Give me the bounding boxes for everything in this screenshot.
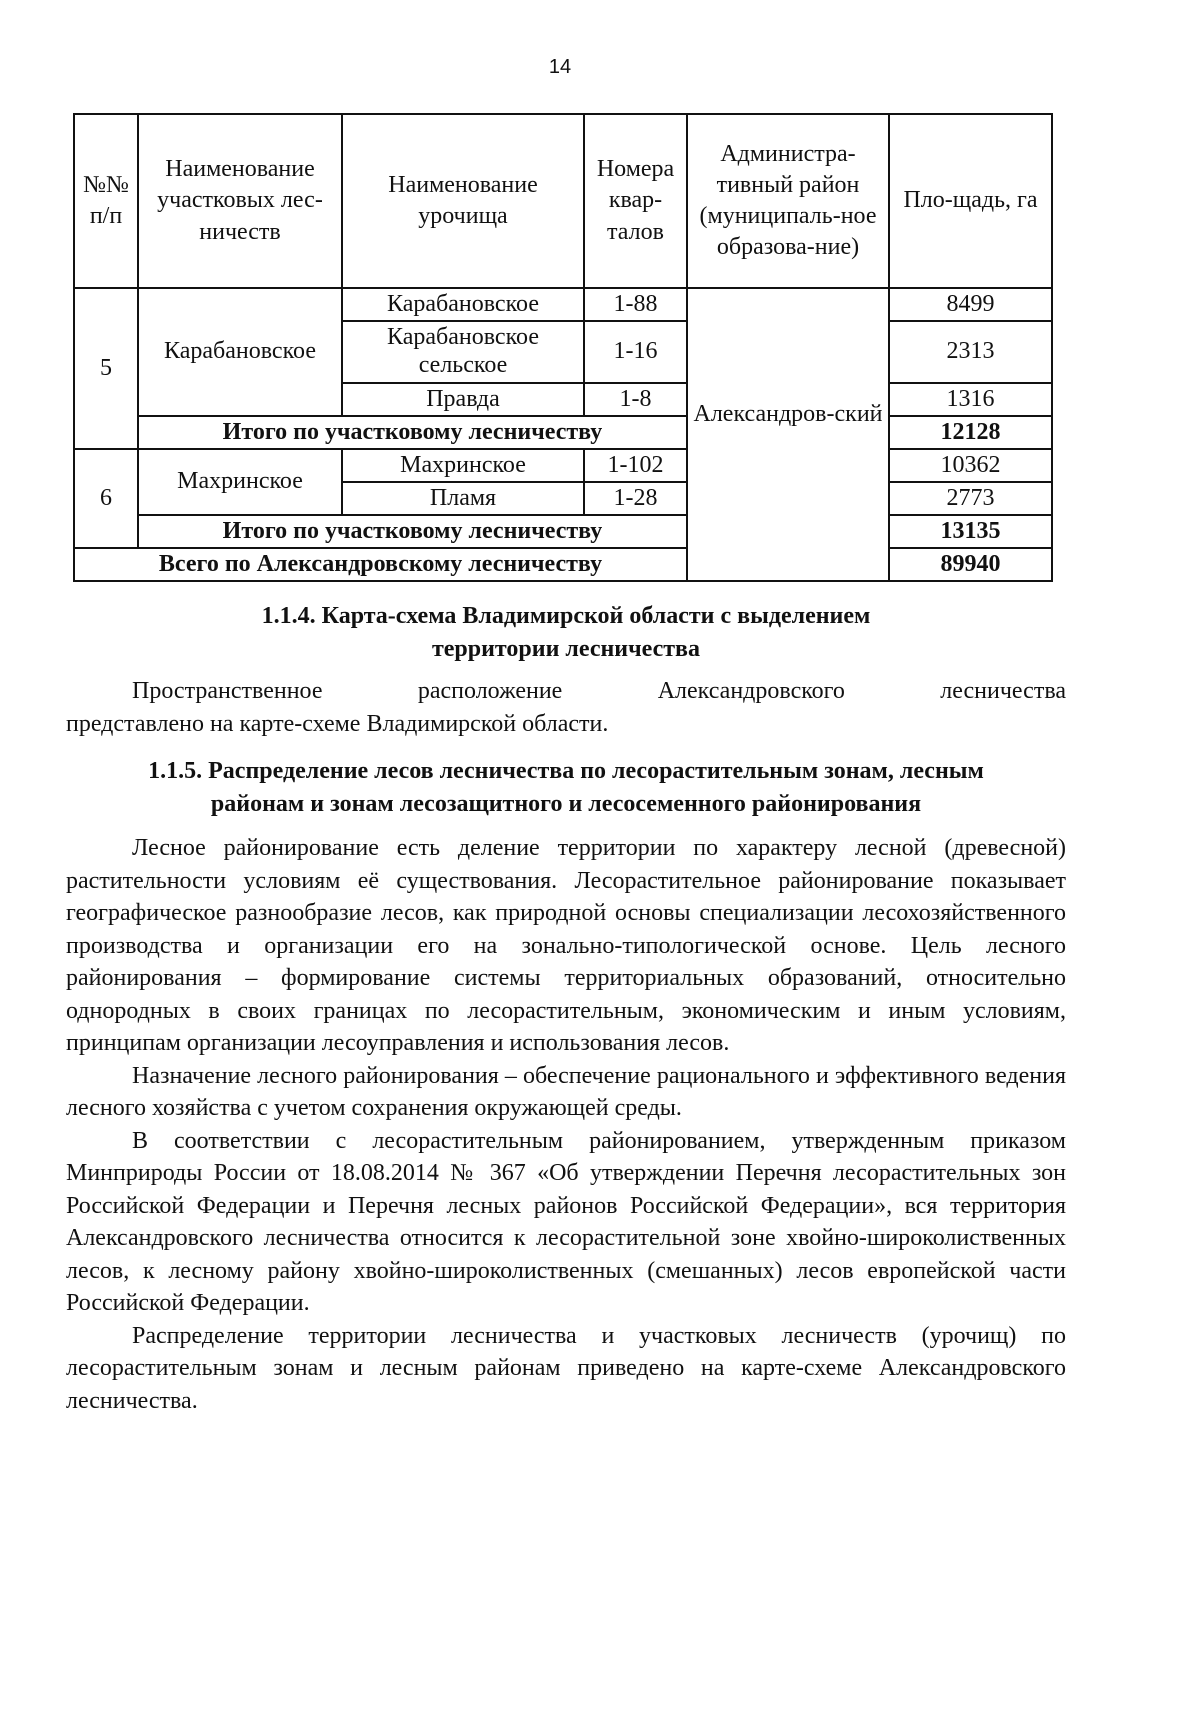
paragraph: Распределение территории лесничества и участковых лесничеств (урочищ) по лесорастительным зонам и лесным районам приведено на карте-схеме Александровского лесничества. <box>66 1322 1066 1414</box>
tract-name: Пламя <box>342 482 584 515</box>
area: 1316 <box>889 383 1052 416</box>
paragraph: В соответствии с лесорастительным районированием, утвержденным приказом Минприроды России от 18.08.2014 № 367 «Об утверждении Перечня лесорастительных зон Российской Федерации и Перечня лесных районов Российской Федерации», вся территория Александровского лесничества относится к лесорастительной зоне хвойно-широколиственных лесов, к лесному району хвойно-широколиственных (смешанных) лесов европейской части Российской Федерации. <box>66 1127 1066 1316</box>
section-114-heading-line2: территории лесничества <box>431 635 701 662</box>
header-quarters: Номера квар-талов <box>584 114 687 288</box>
subtotal-row <box>74 416 1052 449</box>
quarters: 1-102 <box>584 449 687 482</box>
section-114-heading <box>66 600 1066 665</box>
table-header-row <box>74 114 1052 288</box>
forestry-table <box>73 113 1053 582</box>
quarters: 1-16 <box>584 321 687 383</box>
section-115-heading-line1: 1.1.5. Распределение лесов лесничества по лесорастительным зонам, лесным <box>148 758 984 784</box>
section-115-heading-line2: районам и зонам лесозащитного и лесосеменного районирования <box>210 790 922 817</box>
quarters: 1-8 <box>584 383 687 416</box>
page-number: 14 <box>548 56 572 78</box>
admin-district: Александров-ский <box>687 288 889 581</box>
group-name: Карабановское <box>138 288 342 416</box>
section-115-body <box>66 832 1066 1417</box>
header-district-forestry: Наименование участковых лес-ничеств <box>138 114 342 288</box>
section-114-paragraph-line1: Пространственное расположение Александровского лесничества <box>132 678 1066 704</box>
subtotal-area: 12128 <box>889 416 1052 449</box>
subtotal-area: 13135 <box>889 515 1052 548</box>
area: 2773 <box>889 482 1052 515</box>
subtotal-label: Итого по участковому лесничеству <box>138 515 687 548</box>
grand-total-row <box>74 548 1052 581</box>
tract-name: Карабановское <box>342 288 584 321</box>
table-row <box>74 288 1052 321</box>
paragraph: Назначение лесного районирования – обеспечение рационального и эффективного ведения лесного хозяйства с учетом сохранения окружающей среды. <box>66 1062 1066 1121</box>
area: 2313 <box>889 321 1052 383</box>
group-number: 5 <box>74 288 138 449</box>
quarters: 1-28 <box>584 482 687 515</box>
section-114-paragraph-line2: представлено на карте-схеме Владимирской области. <box>66 710 609 737</box>
grand-total-label: Всего по Александровскому лесничеству <box>74 548 687 581</box>
tract-name: Махринское <box>342 449 584 482</box>
tract-name: Правда <box>342 383 584 416</box>
area: 8499 <box>889 288 1052 321</box>
grand-total-area: 89940 <box>889 548 1052 581</box>
header-admin-district: Администра-тивный район (муниципаль-ное образова-ние) <box>687 114 889 288</box>
subtotal-row <box>74 515 1052 548</box>
group-number: 6 <box>74 449 138 548</box>
header-area: Пло-щадь, га <box>889 114 1052 288</box>
group-name: Махринское <box>138 449 342 515</box>
section-114-heading-line1: 1.1.4. Карта-схема Владимирской области с выделением <box>261 603 871 629</box>
paragraph: Лесное районирование есть деление территории по характеру лесной (древесной) растительности условиям её существования. Лесорастительное районирование показывает географическое разнообразие лесов, как природной основы специализации лесохозяйственного производства и организации его на зонально-типологической основе. Цель лесного районирования – формирование системы территориальных образований, относительно однородных в своих границах по лесорастительным, экономическим и иным условиям, принципам организации лесоуправления и использования лесов. <box>66 835 1066 1056</box>
section-114-paragraph <box>66 675 1066 740</box>
header-number: №№ п/п <box>74 114 138 288</box>
section-115-heading <box>66 755 1066 820</box>
area: 10362 <box>889 449 1052 482</box>
subtotal-label: Итого по участковому лесничеству <box>138 416 687 449</box>
header-tract: Наименование урочища <box>342 114 584 288</box>
tract-name: Карабановское сельское <box>342 321 584 383</box>
table-row <box>74 449 1052 482</box>
quarters: 1-88 <box>584 288 687 321</box>
